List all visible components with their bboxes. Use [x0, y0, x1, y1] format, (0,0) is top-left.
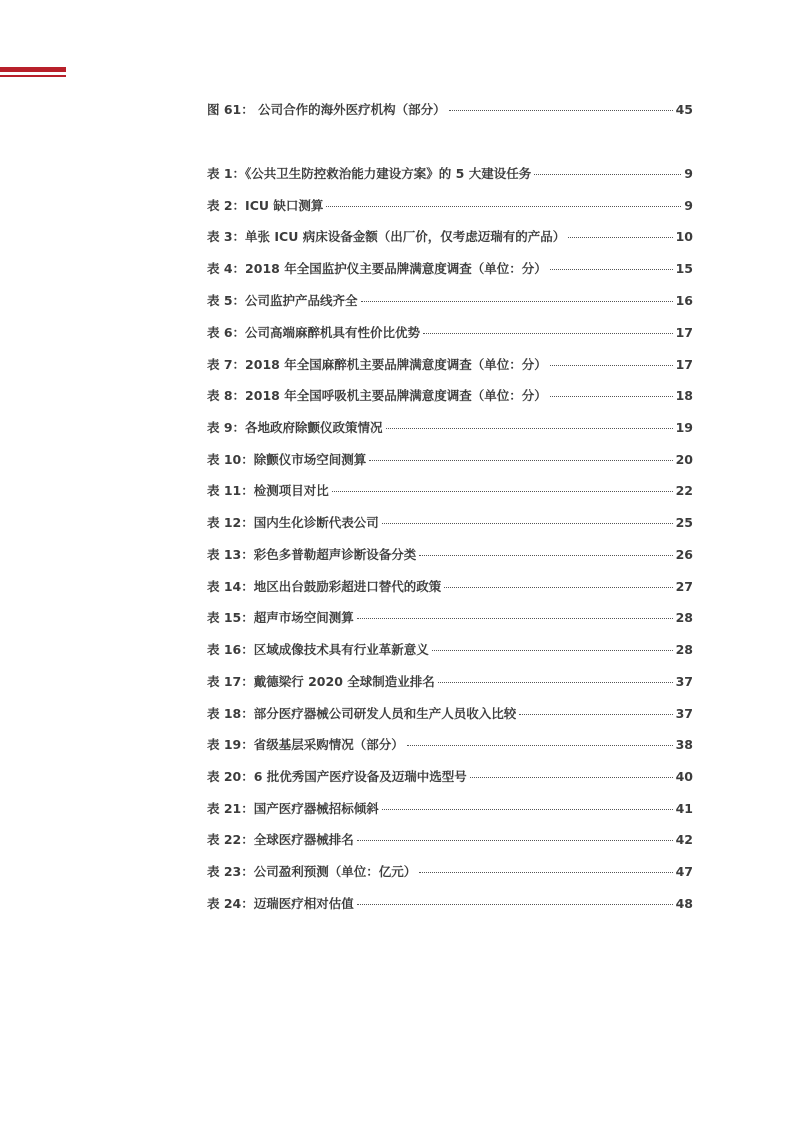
toc-entry-page: 15	[675, 261, 693, 276]
toc-dot-leader	[419, 872, 672, 873]
toc-dot-leader	[470, 777, 673, 778]
toc-entry-label: 表 2：ICU 缺口测算	[207, 198, 324, 213]
toc-entry-page: 28	[675, 642, 693, 657]
toc-table-entry[interactable]	[207, 386, 693, 406]
toc-table-entry[interactable]	[207, 862, 693, 882]
toc-entry-page: 17	[675, 325, 693, 340]
toc-entry-label: 表 14：地区出台鼓励彩超进口替代的政策	[207, 579, 442, 594]
toc-entry-page: 17	[675, 357, 693, 372]
toc-entry-page: 19	[675, 420, 693, 435]
toc-entry-label: 表 21：国产医疗器械招标倾斜	[207, 801, 379, 816]
toc-table-entry[interactable]	[207, 704, 693, 724]
toc-dot-leader	[361, 301, 673, 302]
toc-table-entry[interactable]	[207, 323, 693, 343]
toc-entry-page: 41	[675, 801, 693, 816]
toc-entry-page: 28	[675, 610, 693, 625]
toc-entry-label: 表 15：超声市场空间测算	[207, 610, 354, 625]
toc-entry-label: 表 20：6 批优秀国产医疗设备及迈瑞中选型号	[207, 769, 467, 784]
toc-entry-page: 9	[684, 198, 693, 213]
toc-dot-leader	[419, 555, 672, 556]
toc-dot-leader	[357, 904, 673, 905]
toc-entry-label: 表 19：省级基层采购情况（部分）	[207, 737, 404, 752]
toc-table-entry[interactable]	[207, 291, 693, 311]
toc-table-entry[interactable]	[207, 164, 693, 184]
toc-dot-leader	[326, 206, 681, 207]
toc-entry-page: 38	[675, 737, 693, 752]
toc-entry-label: 表 9：各地政府除颤仪政策情况	[207, 420, 383, 435]
toc-table-entry[interactable]	[207, 196, 693, 216]
toc-table-entry[interactable]	[207, 767, 693, 787]
toc-entry-page: 27	[675, 579, 693, 594]
toc-dot-leader	[519, 714, 672, 715]
toc-dot-leader	[568, 237, 672, 238]
toc-table-entry[interactable]	[207, 355, 693, 375]
toc-entry-page: 9	[684, 166, 693, 181]
toc-entry-label: 表 16：区域成像技术具有行业革新意义	[207, 642, 429, 657]
toc-table-entry[interactable]	[207, 640, 693, 660]
toc-dot-leader	[332, 491, 673, 492]
toc-entry-page: 37	[675, 674, 693, 689]
header-accent-line	[0, 75, 66, 77]
toc-entry-page: 25	[675, 515, 693, 530]
toc-entry-label: 表 23：公司盈利预测（单位：亿元）	[207, 864, 417, 879]
toc-table-entry[interactable]	[207, 577, 693, 597]
toc-entry-label: 表 13：彩色多普勒超声诊断设备分类	[207, 547, 417, 562]
toc-dot-leader	[357, 840, 673, 841]
toc-dot-leader	[382, 809, 673, 810]
toc-entry-label: 表 5：公司监护产品线齐全	[207, 293, 358, 308]
toc-entry-label: 表 22：全球医疗器械排名	[207, 832, 354, 847]
header-accent-bar	[0, 67, 66, 72]
toc-entry-page: 16	[675, 293, 693, 308]
toc-dot-leader	[432, 650, 673, 651]
toc-entry-label: 表 10：除颤仪市场空间测算	[207, 452, 367, 467]
toc-entry-label: 表 18：部分医疗器械公司研发人员和生产人员收入比较	[207, 706, 517, 721]
toc-table-entry[interactable]	[207, 735, 693, 755]
toc-entry-label: 表 17：戴德梁行 2020 全球制造业排名	[207, 674, 435, 689]
toc-entry-page: 10	[675, 229, 693, 244]
toc-dot-leader	[550, 365, 673, 366]
toc-entry-label: 表 24：迈瑞医疗相对估值	[207, 896, 354, 911]
toc-entry-label: 表 4：2018 年全国监护仪主要品牌满意度调查（单位：分）	[207, 261, 547, 276]
toc-table-entry[interactable]	[207, 481, 693, 501]
toc-table-entry[interactable]	[207, 608, 693, 628]
toc-entry-label: 表 3：单张 ICU 病床设备金额（出厂价，仅考虑迈瑞有的产品）	[207, 229, 566, 244]
toc-entry-page: 42	[675, 832, 693, 847]
toc-entry-page: 22	[675, 483, 693, 498]
toc-dot-leader	[357, 618, 673, 619]
toc-dot-leader	[534, 174, 681, 175]
toc-dot-leader	[382, 523, 673, 524]
toc-figure-entry[interactable]	[207, 100, 693, 120]
toc-entry-label: 表 6：公司高端麻醉机具有性价比优势	[207, 325, 421, 340]
toc-entry-label: 表 8：2018 年全国呼吸机主要品牌满意度调查（单位：分）	[207, 388, 547, 403]
toc-dot-leader	[386, 428, 673, 429]
toc-dot-leader	[438, 682, 673, 683]
toc-entry-label: 表 1：《公共卫生防控救治能力建设方案》的 5 大建设任务	[207, 166, 532, 181]
toc-entry-page: 37	[675, 706, 693, 721]
toc-entry-label: 表 7：2018 年全国麻醉机主要品牌满意度调查（单位：分）	[207, 357, 547, 372]
toc-dot-leader	[449, 110, 673, 111]
toc-entry-label: 表 11：检测项目对比	[207, 483, 329, 498]
toc-entry-page: 48	[675, 896, 693, 911]
toc-entry-label: 表 12：国内生化诊断代表公司	[207, 515, 379, 530]
toc-dot-leader	[407, 745, 673, 746]
toc-table-entry[interactable]	[207, 894, 693, 914]
toc-table-entry[interactable]	[207, 830, 693, 850]
toc-entry-label: 图 61： 公司合作的海外医疗机构（部分）	[207, 102, 446, 117]
toc-dot-leader	[550, 269, 673, 270]
toc-table-entry[interactable]	[207, 227, 693, 247]
toc-table-entry[interactable]	[207, 450, 693, 470]
toc-table-entry[interactable]	[207, 513, 693, 533]
toc-entry-page: 26	[675, 547, 693, 562]
toc-entry-page: 40	[675, 769, 693, 784]
toc-entry-page: 45	[675, 102, 693, 117]
toc-dot-leader	[369, 460, 672, 461]
toc-entry-page: 18	[675, 388, 693, 403]
toc-dot-leader	[550, 396, 673, 397]
toc-dot-leader	[423, 333, 673, 334]
toc-entry-page: 47	[675, 864, 693, 879]
toc-entry-page: 20	[675, 452, 693, 467]
toc-table-entry[interactable]	[207, 672, 693, 692]
toc-dot-leader	[444, 587, 672, 588]
toc-table-entry[interactable]	[207, 545, 693, 565]
toc-table-entry[interactable]	[207, 259, 693, 279]
toc-table-entry[interactable]	[207, 799, 693, 819]
toc-table-entry[interactable]	[207, 418, 693, 438]
